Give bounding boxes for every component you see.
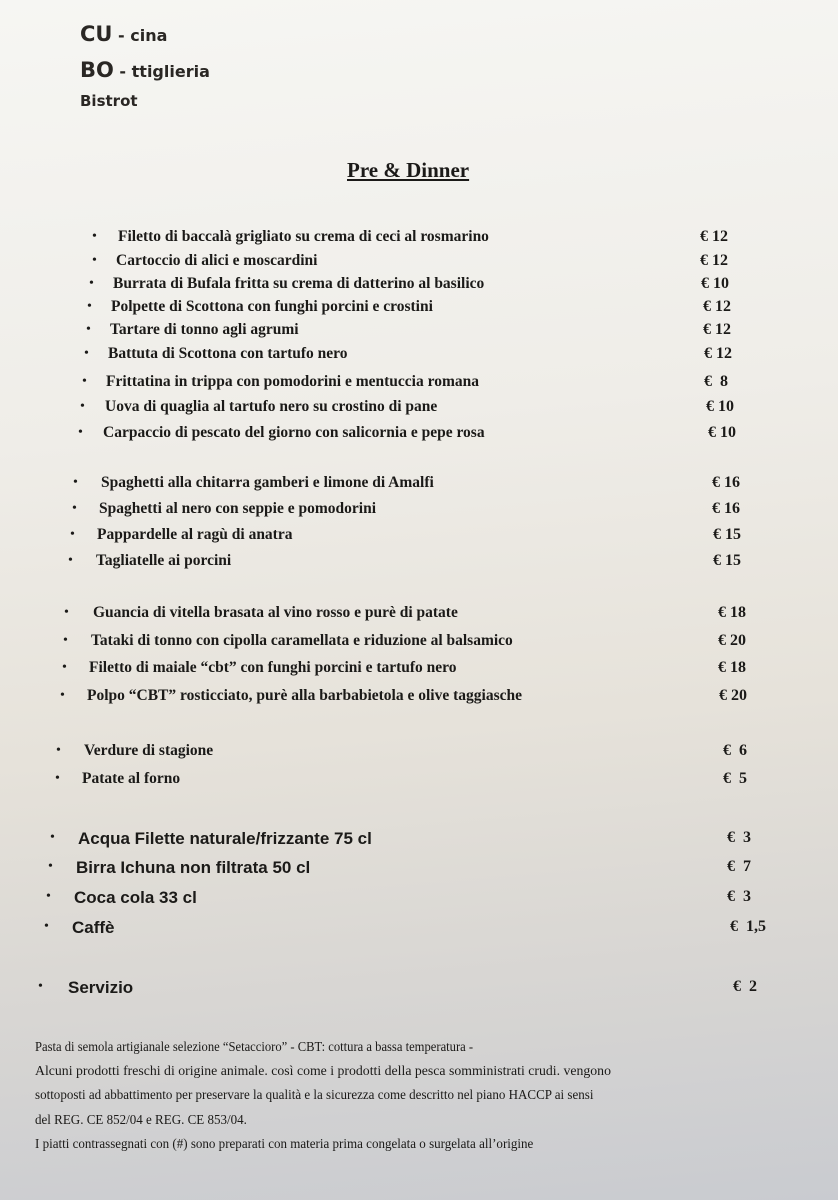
bullet-icon: •: [63, 633, 68, 648]
menu-item-name: Acqua Filette naturale/frizzante 75 cl: [78, 829, 372, 848]
menu-item-price: € 2: [733, 978, 757, 995]
menu-item-price: € 3: [727, 829, 751, 846]
logo-bistrot: Bistrot: [80, 92, 138, 110]
menu-item-name: Coca cola 33 cl: [74, 888, 197, 907]
menu-item-price: € 16: [712, 474, 740, 491]
menu-item-name: Servizio: [68, 978, 134, 997]
bullet-icon: •: [84, 346, 89, 361]
menu-item-name: Pappardelle al ragù di anatra: [97, 526, 293, 543]
menu-item-price: € 3: [727, 888, 751, 905]
bullet-icon: •: [80, 399, 85, 414]
menu-item-price: € 10: [708, 424, 736, 441]
menu-item-name: Cartoccio di alici e moscardini: [116, 252, 318, 269]
bullet-icon: •: [55, 771, 60, 786]
menu-item-name: Filetto di baccalà grigliato su crema di ceci al rosmarino: [118, 228, 489, 245]
menu-item-name: Guancia di vitella brasata al vino rosso e purè di patate: [93, 604, 458, 621]
menu-item-price: € 20: [719, 687, 747, 704]
menu-item-price: € 10: [706, 398, 734, 415]
menu-item-name: Frittatina in trippa con pomodorini e mentuccia romana: [106, 373, 479, 390]
menu-item-price: € 12: [700, 228, 728, 245]
menu-item-name: Tartare di tonno agli agrumi: [110, 321, 299, 338]
logo-line-2: [80, 58, 210, 82]
bullet-icon: •: [73, 475, 78, 490]
logo-cu: CU: [80, 22, 113, 46]
menu-item-name: Uova di quaglia al tartufo nero su crostino di pane: [105, 398, 438, 415]
bullet-icon: •: [92, 253, 97, 268]
bullet-icon: •: [92, 229, 97, 244]
menu-item-price: € 15: [713, 552, 741, 569]
menu-item-price: € 15: [713, 526, 741, 543]
menu-item-name: Battuta di Scottona con tartufo nero: [108, 345, 348, 362]
note-haccp: sottoposti ad abbattimento per preservare la qualità e la sicurezza come descritto nel piano HACCP ai sensi: [35, 1088, 594, 1103]
menu-item-name: Caffè: [72, 918, 115, 937]
menu-item-name: Filetto di maiale “cbt” con funghi porcini e tartufo nero: [89, 659, 457, 676]
bullet-icon: •: [44, 919, 49, 934]
menu-item-name: Birra Ichuna non filtrata 50 cl: [76, 858, 311, 877]
bullet-icon: •: [68, 553, 73, 568]
bullet-icon: •: [46, 889, 51, 904]
menu-item-price: € 20: [718, 632, 746, 649]
menu-item-name: Verdure di stagione: [84, 742, 214, 759]
note-frozen: I piatti contrassegnati con (#) sono preparati con materia prima congelata o surgelata all’origine: [35, 1137, 534, 1152]
menu-title: Pre & Dinner: [347, 158, 470, 182]
menu-item-name: Polpo “CBT” rosticciato, purè alla barbabietola e olive taggiasche: [87, 687, 522, 704]
bullet-icon: •: [86, 322, 91, 337]
bullet-icon: •: [78, 425, 83, 440]
bullet-icon: •: [56, 743, 61, 758]
menu-item-price: € 5: [723, 770, 747, 787]
menu-item-price: € 12: [704, 345, 732, 362]
menu-item-name: Spaghetti alla chitarra gamberi e limone di Amalfi: [101, 474, 434, 491]
bullet-icon: •: [60, 688, 65, 703]
menu-item-price: € 10: [701, 275, 729, 292]
menu-item-name: Polpette di Scottona con funghi porcini e crostini: [111, 298, 433, 315]
menu-item-price: € 18: [718, 604, 746, 621]
bullet-icon: •: [87, 299, 92, 314]
bullet-icon: •: [50, 830, 55, 845]
bullet-icon: •: [62, 660, 67, 675]
bullet-icon: •: [38, 979, 43, 994]
menu-item-price: € 12: [703, 298, 731, 315]
logo-cina: - cina: [112, 26, 168, 45]
bullet-icon: •: [70, 527, 75, 542]
menu-item-price: € 12: [700, 252, 728, 269]
menu-item-name: Carpaccio di pescato del giorno con salicornia e pepe rosa: [103, 424, 485, 441]
menu-item-price: € 6: [723, 742, 747, 759]
menu-item-name: Spaghetti al nero con seppie e pomodorini: [99, 500, 377, 517]
menu-item-price: € 16: [712, 500, 740, 517]
menu-item-name: Burrata di Bufala fritta su crema di datterino al basilico: [113, 275, 485, 292]
bullet-icon: •: [72, 501, 77, 516]
logo-bo: BO: [80, 58, 114, 82]
menu-item-price: € 8: [704, 373, 728, 390]
note-reg: del REG. CE 852/04 e REG. CE 853/04.: [35, 1113, 247, 1128]
menu-item-name: Tataki di tonno con cipolla caramellata e riduzione al balsamico: [91, 632, 513, 649]
bullet-icon: •: [82, 374, 87, 389]
bullet-icon: •: [89, 276, 94, 291]
note-raw-products: Alcuni prodotti freschi di origine animale. così come i prodotti della pesca somministrati crudi. vengono: [35, 1064, 611, 1079]
note-pasta: Pasta di semola artigianale selezione “Setaccioro” - CBT: cottura a bassa temperatura -: [35, 1040, 474, 1055]
menu-item-price: € 12: [703, 321, 731, 338]
menu-item-price: € 1,5: [730, 918, 766, 935]
logo-ttiglieria: - ttiglieria: [113, 62, 210, 81]
menu-item-name: Tagliatelle ai porcini: [96, 552, 232, 569]
menu-item-price: € 7: [727, 858, 751, 875]
bullet-icon: •: [48, 859, 53, 874]
bullet-icon: •: [64, 605, 69, 620]
menu-item-name: Patate al forno: [82, 770, 181, 787]
logo: [80, 22, 167, 46]
menu-item-price: € 18: [718, 659, 746, 676]
